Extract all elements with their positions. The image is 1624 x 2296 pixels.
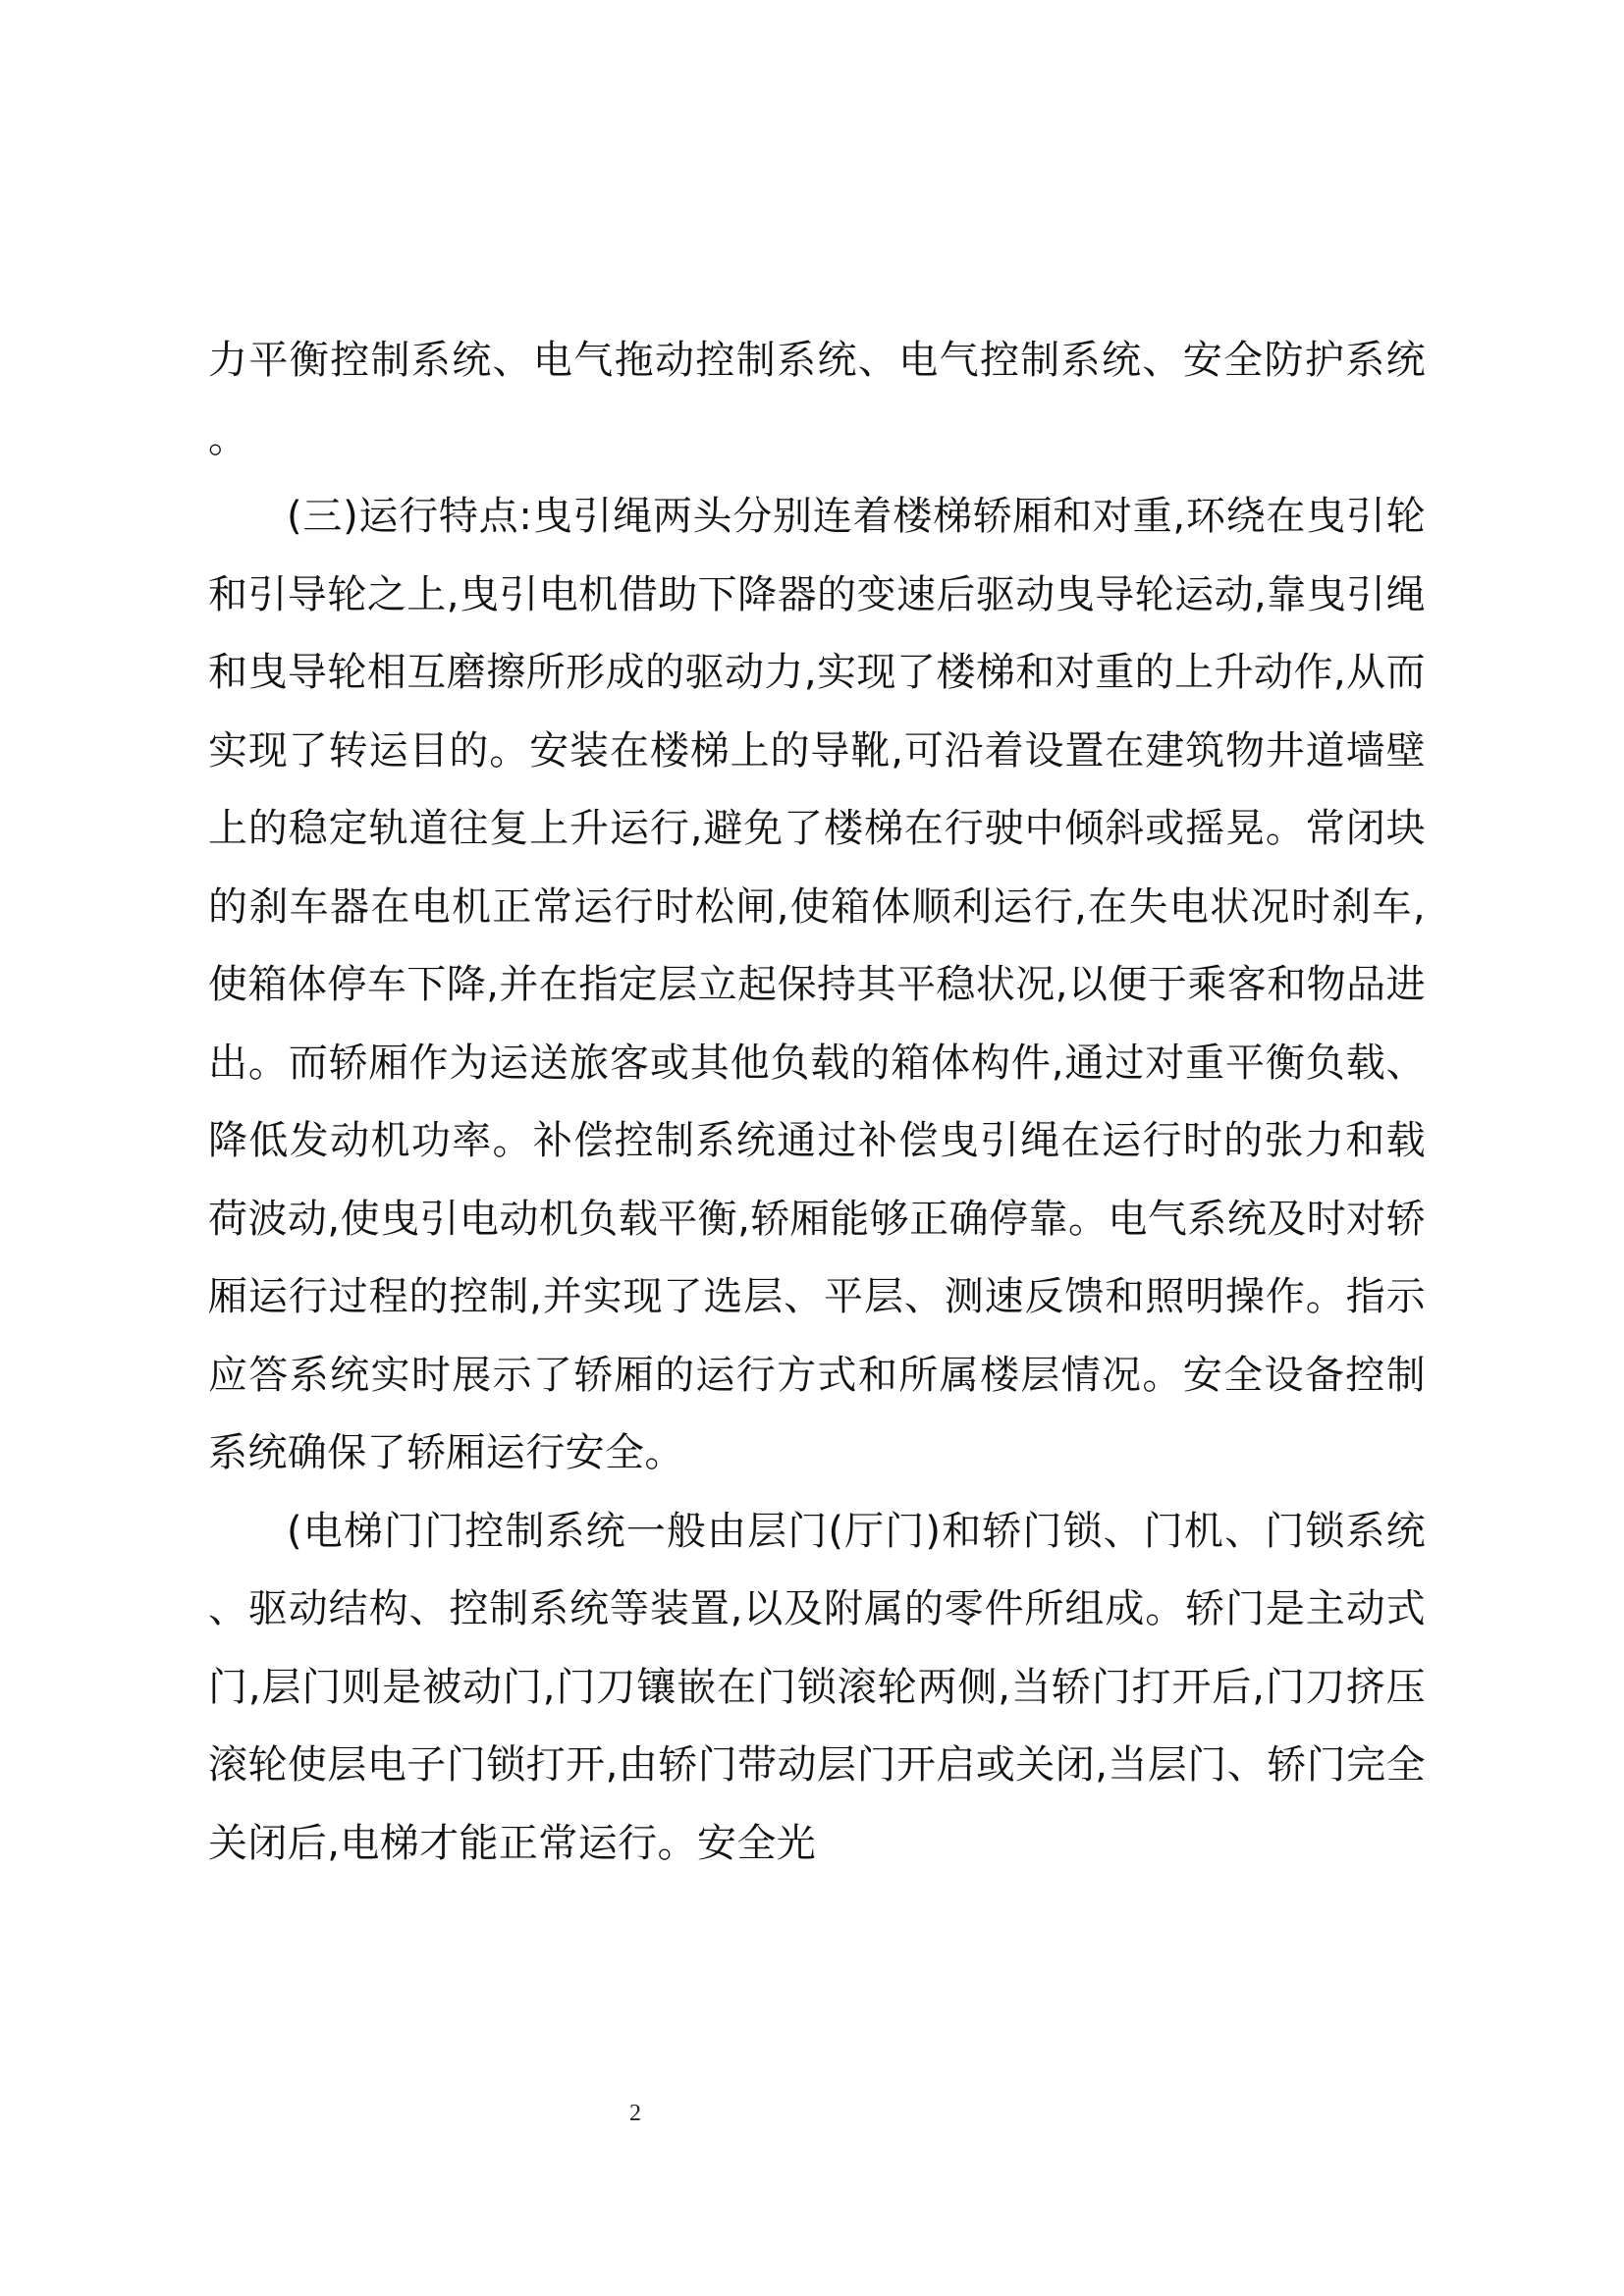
page-number: 2 bbox=[629, 2101, 641, 2126]
paragraph-door-control-system: (电梯门门控制系统一般由层门(厅门)和轿门锁、门机、门锁系统、驱动结构、控制系统等装置,以及附属的零件所组成。轿门是主动式门,层门则是被动门,门刀镶嵌在门锁滚轮两侧,当轿门打开后,门刀挤压滚轮使层电子门锁打开,由轿门带动层门开启或关闭,当层门、轿门完全关闭后,电梯才能正常运行。安全光 bbox=[208, 1508, 1426, 1866]
paragraph-operating-characteristics: (三)运行特点:曳引绳两头分别连着楼梯轿厢和对重,环绕在曳引轮和引导轮之上,曳引电机借助下降器的变速后驱动曳导轮运动,靠曳引绳和曳导轮相互磨擦所形成的驱动力,实现了楼梯和对重的上升动作,从而实现了转运目的。安装在楼梯上的导靴,可沿着设置在建筑物井道墙壁上的稳定轨道往复上升运行,避免了楼梯在行驶中倾斜或摇晃。常闭块的刹车器在电机正常运行时松闸,使箱体顺利运行,在失电状况时刹车,使箱体停车下降,并在指定层立起保持其平稳状况,以便于乘客和物品进出。而轿厢作为运送旅客或其他负载的箱体构件,通过对重平衡负载、降低发动机功率。补偿控制系统通过补偿曳引绳在运行时的张力和载荷波动,使曳引电动机负载平衡,轿厢能够正确停靠。电气系统及时对轿厢运行过程的控制,并实现了选层、平层、测速反馈和照明操作。指示应答系统实时展示了轿厢的运行方式和所属楼层情况。安全设备控制系统确保了轿厢运行安全。 bbox=[208, 494, 1426, 1475]
paragraph-continuation: 力平衡控制系统、电气拖动控制系统、电气控制系统、安全防护系统。 bbox=[208, 338, 1426, 461]
body-text bbox=[208, 322, 1426, 1883]
